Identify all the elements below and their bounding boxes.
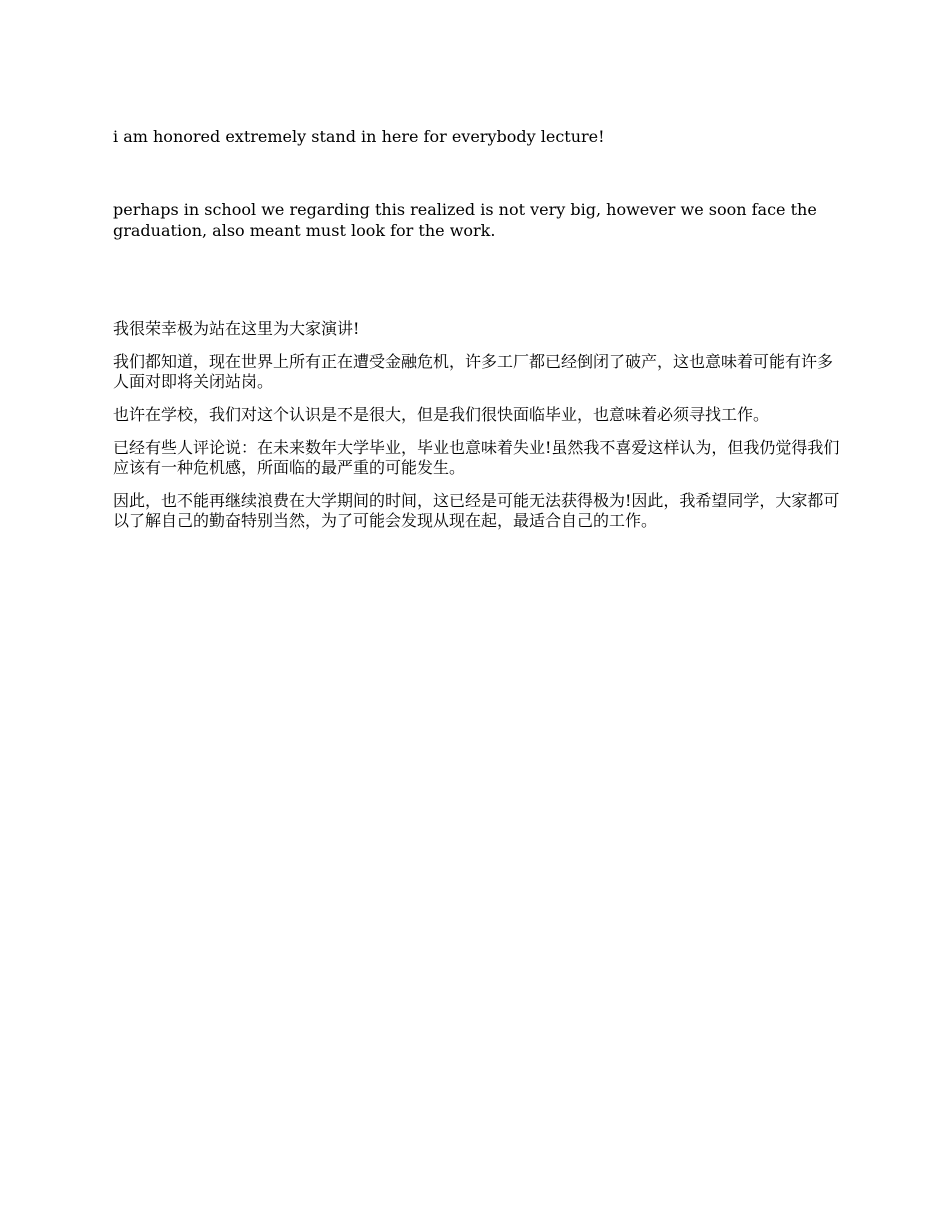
english-paragraph-2: perhaps in school we regarding this realized is not very big, however we soon face the graduation, also meant must look for the work. — [113, 200, 817, 240]
english-paragraph-1: i am honored extremely stand in here for everybody lecture! — [113, 127, 605, 146]
chinese-paragraph-3: 也许在学校，我们对这个认识是不是很大，但是我们很快面临毕业，也意味着必须寻找工作。 — [113, 405, 770, 424]
chinese-paragraph-1: 我很荣幸极为站在这里为大家演讲! — [113, 319, 360, 338]
chinese-paragraph-2: 我们都知道，现在世界上所有正在遭受金融危机，许多工厂都已经倒闭了破产，这也意味着可能有许多人面对即将关闭站岗。 — [113, 352, 834, 391]
chinese-paragraph-5: 因此，也不能再继续浪费在大学期间的时间，这已经是可能无法获得极为!因此，我希望同学，大家都可以了解自己的勤奋特别当然，为了可能会发现从现在起，最适合自己的工作。 — [113, 491, 840, 530]
chinese-paragraph-4: 已经有些人评论说：在未来数年大学毕业，毕业也意味着失业!虽然我不喜爱这样认为，但我仍觉得我们应该有一种危机感，所面临的最严重的可能发生。 — [113, 438, 840, 477]
document-body — [113, 126, 841, 544]
